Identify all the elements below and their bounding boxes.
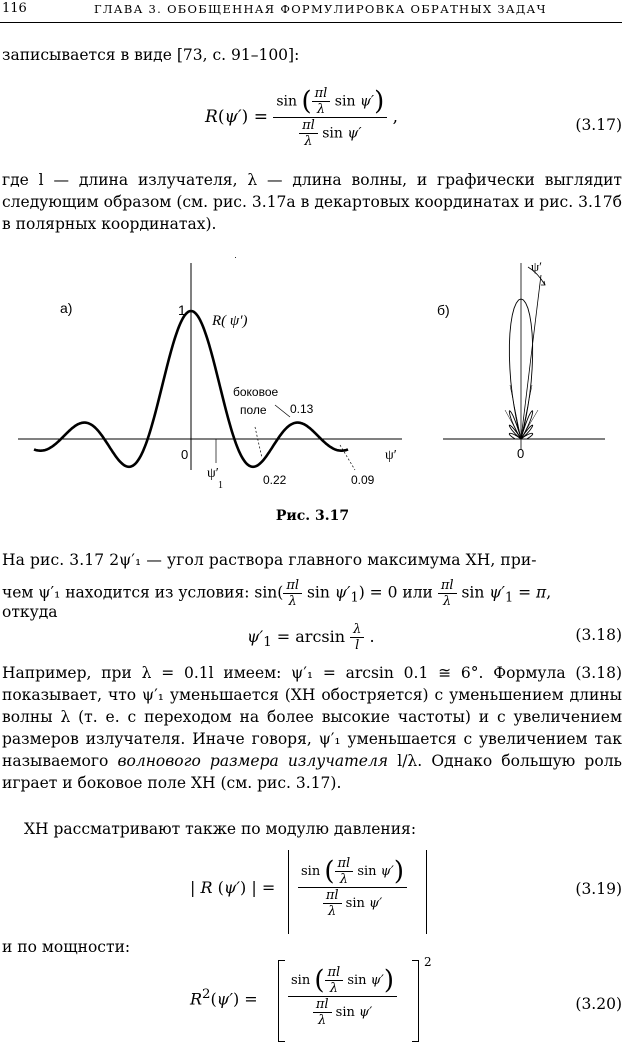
paragraph-b: Например, при λ = 0.1l имеем: ψ′₁ = arcsin 0.1 ≅ 6°. Формула (3.18) показывает, что ψ′₁ уменьшается (ХН обостряется) с уменьшением длины волны λ (т. е. с переходом на более высокие частоты) и с увеличением размеров излучателя. Иначе говоря, ψ′₁ уменьшается с увеличением так называемого волнового размера излучателя l/λ. Однако большую роль играет и боковое поле ХН (см. рис. 3.17). [2, 664, 622, 792]
side-lobe-label-line2: поле [240, 403, 267, 417]
equation-number-3-20: (3.20) [575, 995, 622, 1013]
curve-label-R: R( ψ′) [212, 313, 248, 329]
origin-label-a: 0 [181, 447, 189, 462]
running-title: ГЛАВА 3. ОБОБЩЕННАЯ ФОРМУЛИРОВКА ОБРАТНЫХ ЗАДАЧ [94, 2, 547, 16]
value-label-009: 0.09 [351, 473, 375, 487]
peak-label-one: 1 [178, 302, 186, 318]
x-axis-psi-label: ψ′ [385, 448, 397, 463]
figure-3-17 [0, 255, 625, 505]
value-label-013: 0.13 [290, 402, 314, 416]
value-label-022: 0.22 [263, 473, 287, 487]
equation-3-19: | R (ψ′) | = sin ( $\frac{\pi l}{\lambda}$ sin ψ′) $\frac{\pi l}{\lambda}$ sin ψ′ [190, 850, 450, 940]
polar-psi-label: ψ′ [531, 259, 542, 274]
paragraph-a-line2: чем ψ′₁ находится из условия: sin( $\frac{\pi l}{\lambda}$ $\sin \psi'_1) = 0$ или $\frac{\pi l}{\lambda}$ $\sin \psi'_1 = \pi$, [2, 578, 552, 609]
figure-caption: Рис. 3.17 [275, 508, 350, 524]
panel-b-label: б) [437, 302, 450, 318]
equation-3-20: $R^2(\psi')$ = sin ( $\frac{\pi l}{\lambda}$ sin ψ′) $\frac{\pi l}{\lambda}$ sin ψ′ 2 [190, 955, 450, 1045]
equation-3-17: R(ψ′) = sin ( $\frac{\pi l}{\lambda}$ sin ψ′) $\frac{\pi l}{\lambda}$ sin ψ′ , [205, 86, 399, 149]
equation-number-3-18: (3.18) [575, 626, 622, 644]
equation-number-3-19: (3.19) [575, 880, 622, 898]
leader-022 [255, 427, 262, 458]
psi1-subscript: 1 [218, 480, 223, 491]
stray-mark: · [234, 255, 237, 262]
paragraph-a-line3: откуда [2, 603, 58, 621]
origin-label-b: 0 [517, 446, 525, 461]
psi1-label: ψ′ [207, 466, 219, 481]
side-lobe-label-line1: боковое [233, 385, 279, 399]
equation-3-18: $\psi'_1 = \arcsin$ $\frac{\lambda}{l}$ . [247, 622, 375, 653]
page-header [0, 0, 622, 23]
equation-number-3-17: (3.17) [575, 116, 622, 134]
paragraph-a-line1: На рис. 3.17 2ψ′₁ — угол раствора главного максимума ХН, при- [2, 551, 537, 569]
polar-psi-ray [521, 275, 541, 439]
paragraph-c: ХН рассматривают также по модулю давления: [24, 820, 417, 838]
paragraph-d: и по мощности: [2, 938, 131, 956]
panel-a-label: а) [60, 300, 73, 316]
leader-013 [275, 405, 290, 417]
intro-line: записывается в виде [73, с. 91–100]: [2, 46, 300, 64]
page-number: 116 [2, 1, 27, 16]
paragraph-length-definition: где l — длина излучателя, λ — длина волны, и графически выглядит следующим образом (см. рис. 3.17а в декартовых координатах и рис. 3.17б в полярных координатах). [2, 171, 622, 233]
